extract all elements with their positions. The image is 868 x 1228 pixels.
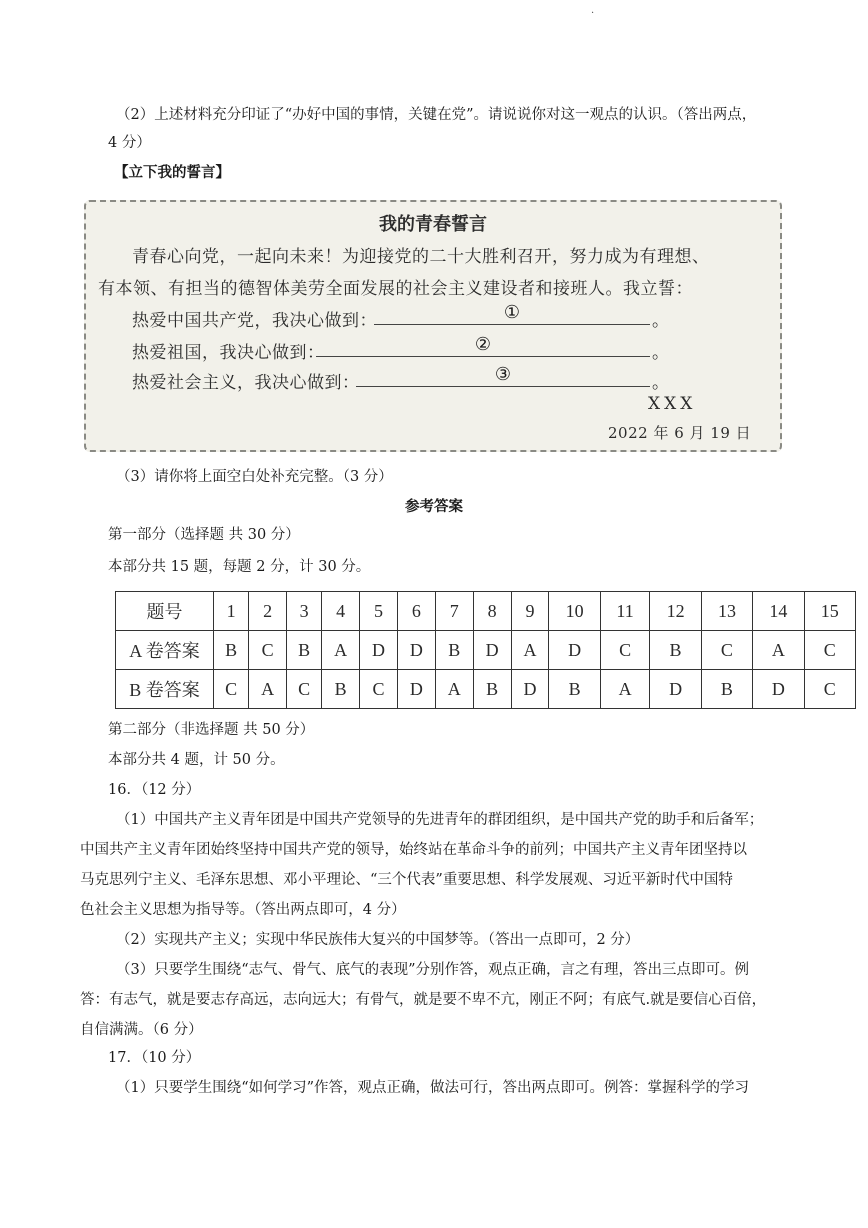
part1-note: 本部分共 15 题，每题 2 分，计 30 分。 xyxy=(108,559,371,575)
table-cell: 8 xyxy=(473,592,511,631)
table-cell: 13 xyxy=(701,592,752,631)
table-cell: A xyxy=(753,631,804,670)
vow-card xyxy=(84,200,782,452)
table-cell: D xyxy=(650,670,701,709)
table-cell: C xyxy=(360,670,398,709)
vow-item-2-period: 。 xyxy=(652,343,669,363)
table-cell: B xyxy=(214,631,249,670)
q16-3-line-2: 答：有志气，就是要志存高远，志向远大；有骨气，就是要不卑不亢，刚正不阿；有底气.就是要信心百倍， xyxy=(80,992,767,1008)
vow-title: 我的青春誓言 xyxy=(379,214,487,235)
table-cell: A xyxy=(435,670,473,709)
table-cell: B xyxy=(701,670,752,709)
table-cell: 9 xyxy=(511,592,549,631)
q16-3-line-3: 自信满满。（6 分） xyxy=(80,1022,203,1038)
table-cell: D xyxy=(473,631,511,670)
table-cell: B xyxy=(287,631,322,670)
q16-3-line-1: （3）只要学生围绕“志气、骨气、底气的表现”分别作答，观点正确，言之有理，答出三点即可。例 xyxy=(116,962,750,978)
table-cell: B xyxy=(322,670,360,709)
table-cell: 10 xyxy=(549,592,600,631)
vow-signature: XXX xyxy=(648,394,697,414)
q17-1-line-1: （1）只要学生围绕“如何学习”作答，观点正确，做法可行，答出两点即可。例答：掌握科学的学习 xyxy=(116,1080,750,1096)
table-cell: A xyxy=(249,670,287,709)
table-cell: 6 xyxy=(397,592,435,631)
table-cell: C xyxy=(600,631,650,670)
q2-line-2: 4 分） xyxy=(108,135,151,151)
table-cell: C xyxy=(214,670,249,709)
q17-head: 17．（10 分） xyxy=(108,1050,201,1066)
table-cell: B xyxy=(473,670,511,709)
vow-item-3-label: 热爱社会主义，我决心做到： xyxy=(132,373,360,393)
table-cell: D xyxy=(549,631,600,670)
q16-head: 16．（12 分） xyxy=(108,782,201,798)
table-cell: D xyxy=(397,670,435,709)
answer-table xyxy=(115,591,856,709)
table-cell: A xyxy=(600,670,650,709)
q16-2: （2）实现共产主义；实现中华民族伟大复兴的中国梦等。（答出一点即可，2 分） xyxy=(116,932,640,948)
q16-1-line-4: 色社会主义思想为指导等。（答出两点即可，4 分） xyxy=(80,902,406,918)
table-row-a xyxy=(116,631,856,670)
vow-item-3-blank: ③ xyxy=(356,364,650,387)
vow-paragraph-line-1: 青春心向党，一起向未来！为迎接党的二十大胜利召开，努力成为有理想、 xyxy=(132,247,710,267)
table-cell: C xyxy=(287,670,322,709)
part2-title: 第二部分（非选择题 共 50 分） xyxy=(108,722,315,738)
vow-item-2-blank: ② xyxy=(316,334,650,357)
table-cell: C xyxy=(249,631,287,670)
table-row-b xyxy=(116,670,856,709)
table-cell: D xyxy=(397,631,435,670)
part2-note: 本部分共 4 题，计 50 分。 xyxy=(108,752,285,768)
table-cell: 14 xyxy=(753,592,804,631)
vow-heading: 【立下我的誓言】 xyxy=(114,164,230,181)
vow-item-1-period: 。 xyxy=(652,311,669,331)
answer-title: 参考答案 xyxy=(405,498,463,515)
table-cell: D xyxy=(511,670,549,709)
vow-item-1-label: 热爱中国共产党，我决心做到： xyxy=(132,311,377,331)
page-mark: · xyxy=(591,8,595,19)
table-cell: 11 xyxy=(600,592,650,631)
table-cell: 7 xyxy=(435,592,473,631)
vow-item-2-label: 热爱祖国，我决心做到： xyxy=(132,343,325,363)
q16-1-line-1: （1）中国共产主义青年团是中国共产党领导的先进青年的群团组织，是中国共产党的助手和后备军； xyxy=(116,812,764,828)
table-cell: B xyxy=(549,670,600,709)
table-cell: C xyxy=(701,631,752,670)
vow-item-1-blank: ① xyxy=(374,302,650,325)
vow-date: 2022 年 6 月 19 日 xyxy=(608,424,752,442)
table-cell: 4 xyxy=(322,592,360,631)
table-a-label: A 卷答案 xyxy=(116,631,214,670)
part1-title: 第一部分（选择题 共 30 分） xyxy=(108,527,300,543)
vow-item-3-period: 。 xyxy=(652,373,669,393)
table-row-numbers xyxy=(116,592,856,631)
table-header-label: 题号 xyxy=(116,592,214,631)
table-cell: 2 xyxy=(249,592,287,631)
table-cell: A xyxy=(322,631,360,670)
q16-1-line-3: 马克思列宁主义、毛泽东思想、邓小平理论、“三个代表”重要思想、科学发展观、习近平新时代中国特 xyxy=(80,872,733,888)
table-cell: 12 xyxy=(650,592,701,631)
table-cell: B xyxy=(435,631,473,670)
q16-1-line-2: 中国共产主义青年团始终坚持中国共产党的领导，始终站在革命斗争的前列；中国共产主义青年团坚持以 xyxy=(80,842,747,858)
table-cell: C xyxy=(804,631,856,670)
table-cell: D xyxy=(753,670,804,709)
table-cell: 1 xyxy=(214,592,249,631)
table-cell: 5 xyxy=(360,592,398,631)
table-cell: 3 xyxy=(287,592,322,631)
table-cell: 15 xyxy=(804,592,856,631)
table-b-label: B 卷答案 xyxy=(116,670,214,709)
table-cell: B xyxy=(650,631,701,670)
q2-line-1: （2）上述材料充分印证了“办好中国的事情，关键在党”。请说说你对这一观点的认识。（答出两点， xyxy=(116,107,757,123)
table-cell: A xyxy=(511,631,549,670)
vow-paragraph-line-2: 有本领、有担当的德智体美劳全面发展的社会主义建设者和接班人。我立誓： xyxy=(98,279,693,299)
q3-line: （3）请你将上面空白处补充完整。（3 分） xyxy=(116,469,393,485)
table-cell: D xyxy=(360,631,398,670)
table-cell: C xyxy=(804,670,856,709)
